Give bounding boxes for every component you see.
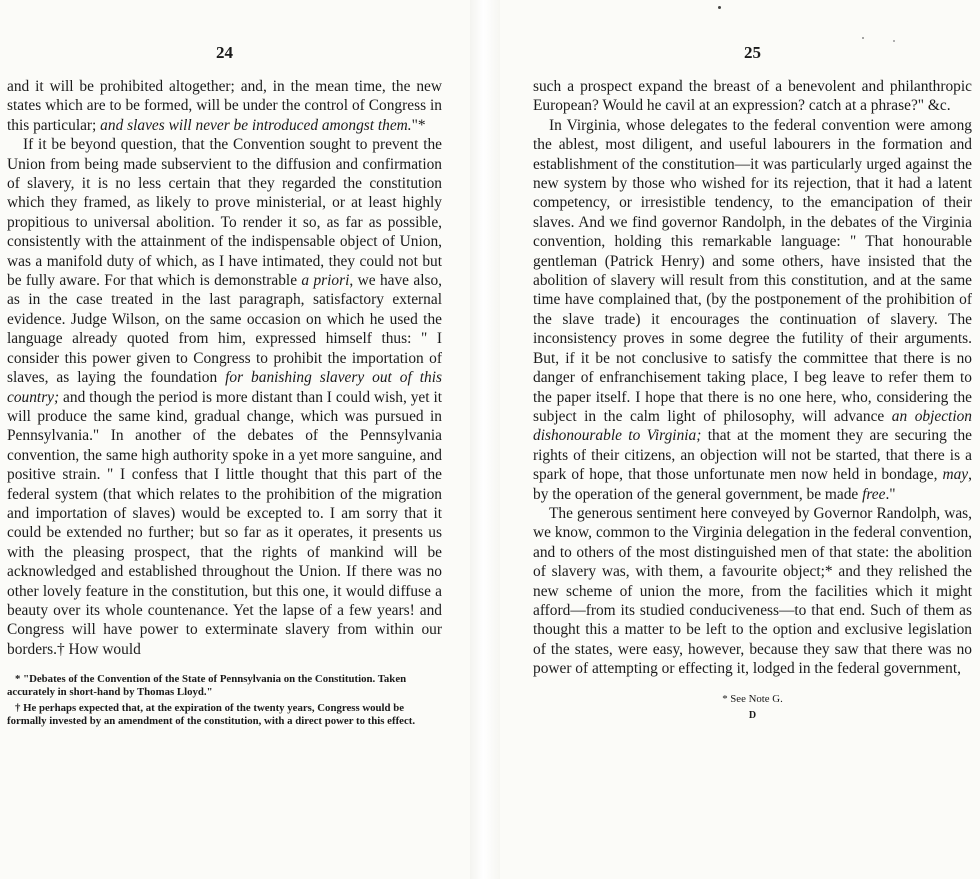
text-run: that at the moment they are securing the rights of their citizens, an objection will not be started, that there is a spark of hope, that those unfortunate men now held in bondage, [533,427,972,484]
right-page-footnotes [533,693,972,706]
paragraph [533,504,972,679]
footnote: * See Note G. [722,692,783,705]
right-page-body [533,77,972,679]
signature-mark: D [748,709,757,721]
left-page-body [7,77,442,659]
text-run: "* [411,116,426,134]
text-run: The generous sentiment here conveyed by Governor Randolph, was, we know, common to the Virginia delegation in the federal convention, and to others of the most distinguished men of that state: the abolition of slavery was, with them, a favourite object;* and they relished the new scheme of union the more, from the facilities which it might afford—from its studied conduciveness—to that end. Such of them as thought this a matter to be left to the option and exclusive legislation of the states, were easy, however, because they saw that there was no power of attempting or effecting it, lodged in the federal government, [533,504,972,678]
italic-run: a priori [301,272,350,290]
italic-run: and slaves will never be introduced amongst them. [100,116,412,134]
page-number: 25 [744,43,761,62]
book-gutter [470,0,500,879]
text-run: and it will be prohibited altogether; and, in the mean time, the new states which are to be formed, will be under the control of Congress in this particular; [7,78,442,134]
paragraph [533,116,972,504]
footnote: † He perhaps expected that, at the expiration of the twenty years, Congress would be formally invested by an amendment of the constitution, with a direct power to this effect. [7,701,416,727]
italic-run: free [862,485,886,503]
paragraph [7,135,442,659]
text-run: such a prospect expand the breast of a benevolent and philanthropic European? Would he cavil at an expression? catch at a phrase?" &c. [533,78,972,115]
right-page [500,0,980,879]
paragraph [533,77,972,116]
paragraph [7,77,442,135]
footnote: * "Debates of the Convention of the State of Pennsylvania on the Constitution. Taken accurately in short-hand by Thomas Lloyd." [7,673,407,699]
italic-run: may [942,466,969,484]
page-number: 24 [216,43,233,62]
text-run: ." [885,485,896,503]
italic-run: an objection dishonourable to Virginia; [533,407,972,445]
text-run: and though the period is more distant than I could wish, yet it will produce the same kind, gradual change, which was pursued in Pennsylvania." In another of the debates of the Pennsylvania convention, the same high authority spoke in a yet more sanguine, and positive strain. " I confess that I little thought that this part of the federal system (that which relates to the prohibition of the migration and importation of slaves) would be excepted to. I am sorry that it could be extended no further; but so far as it operates, it presents us with the pleasing prospect, that the rights of mankind will be acknowledged and established throughout the Union. If there was no other lovely feature in the constitution, but this one, it would diffuse a beauty over its whole countenance. Yet the lapse of a few years! and Congress will have power to exterminate slavery from within our borders.† How would [7,388,442,658]
left-page-footnotes [7,673,442,728]
italic-run: for banishing slavery out of this country; [7,369,442,406]
text-run: , by the operation of the general government, be made [533,466,972,503]
text-run: , we have also, as in the case treated in the last paragraph, satisfactory external evidence. Judge Wilson, on the same occasion on which he used the language already quoted from him, expressed himself thus: " I consider this power given to Congress to prohibit the importation of slaves, as laying the foundation [7,272,443,387]
text-run: If it be beyond question, that the Convention sought to prevent the Union from being made subservient to the diffusion and confirmation of slavery, it is no less certain that they regarded the constitution which they framed, as likely to prove ministerial, or at least highly propitious to universal abolition. To render it so, as far as possible, consistently with the attainment of the indispensable object of Union, was a manifold duty of which, as I have intimated, they could not but be fully aware. For that which is demonstrable [7,136,442,290]
text-run: In Virginia, whose delegates to the federal convention were among the ablest, most diligent, and useful labourers in the formation and establishment of the constitution—it was particularly urged against the new system by those who wished for its rejection, that it had a latent competency, or irresistible tendency, to the emancipation of their slaves. And we find governor Randolph, in the debates of the Virginia convention, holding this remarkable language: " That honourable gentleman (Patrick Henry) and some others, have insisted that the abolition of slavery will result from this constitution, and at the same time have complained that, (by the postponement of the prohibition of the slave trade) it encourages the continuation of slavery. The inconsistency proves in some degree the futility of their arguments. But, if it be not conclusive to satisfy the committee that there is no danger of enfranchisement taking place, I beg leave to refer them to the paper itself. I hope that there is no one here, who, considering the subject in the calm light of philosophy, will advance [533,116,972,425]
left-page [0,0,470,879]
